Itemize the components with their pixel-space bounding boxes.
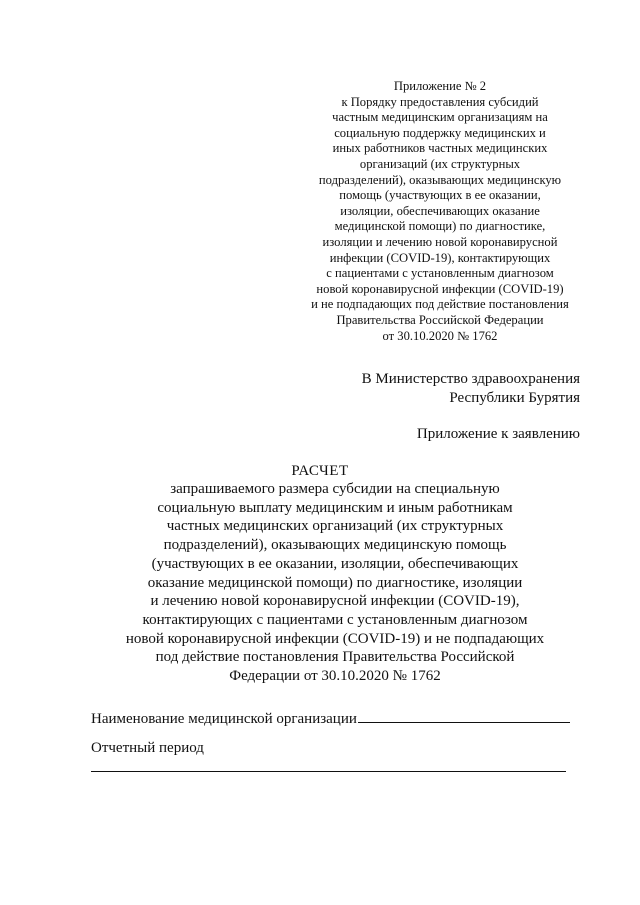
appendix-line: подразделений), оказывающих медицинскую	[318, 172, 562, 187]
appendix-line: изоляции и лечению новой коронавирусной	[322, 234, 558, 249]
subtitle-line: и лечению новой коронавирусной инфекции (COVID-19),	[150, 593, 520, 610]
appendix-line: организаций (их структурных	[359, 156, 521, 171]
organization-input-line[interactable]	[358, 708, 570, 723]
appendix-line: Правительства Российской Федерации	[336, 312, 544, 327]
subtitle-line: подразделений), оказывающих медицинскую помощь	[163, 537, 507, 554]
appendix-line: иных работников частных медицинских	[332, 141, 548, 156]
addressee-block	[362, 370, 580, 408]
appendix-line: изоляции, обеспечивающих оказание	[340, 203, 540, 218]
subtitle-line: социальную выплату медицинским и иным работникам	[157, 499, 513, 516]
subtitle-line: (участвующих в ее оказании, изоляции, обеспечивающих	[151, 555, 519, 572]
appendix-line: Приложение № 2	[393, 79, 487, 93]
organization-label: Наименование медицинской организации	[91, 711, 357, 727]
period-label: Отчетный период	[91, 740, 204, 756]
period-input-line[interactable]	[91, 771, 566, 772]
document-subtitle	[80, 480, 590, 686]
period-field	[91, 739, 204, 758]
document-title: РАСЧЕТ	[291, 463, 349, 479]
subtitle-line: оказание медицинской помощи) по диагностике, изоляции	[147, 574, 523, 591]
subtitle-line: под действие постановления Правительства Российской	[155, 649, 515, 666]
appendix-line: инфекции (COVID-19), контактирующих	[329, 250, 551, 265]
subtitle-line: контактирующих с пациентами с установленным диагнозом	[142, 611, 528, 628]
organization-field	[91, 708, 570, 729]
addressee-line-2: Республики Бурятия	[449, 390, 580, 406]
subtitle-line: новой коронавирусной инфекции (COVID-19) и не подпадающих	[125, 630, 545, 647]
appendix-line: с пациентами с установленным диагнозом	[326, 266, 554, 281]
appendix-line: помощь (участвующих в ее оказании,	[339, 188, 541, 203]
appendix-line: частным медицинским организациям на	[332, 110, 548, 125]
subtitle-line: частных медицинских организаций (их структурных	[166, 518, 504, 535]
appendix-header	[298, 79, 582, 344]
appendix-line: к Порядку предоставления субсидий	[341, 94, 539, 109]
attachment-label: Приложение к заявлению	[416, 426, 580, 442]
subtitle-line: запрашиваемого размера субсидии на специальную	[170, 481, 500, 497]
subtitle-line: Федерации от 30.10.2020 № 1762	[229, 668, 441, 685]
appendix-line: медицинской помощи) по диагностике,	[334, 219, 546, 234]
appendix-line: и не подпадающих под действие постановления	[311, 297, 569, 312]
appendix-line: от 30.10.2020 № 1762	[382, 328, 498, 343]
appendix-line: новой коронавирусной инфекции (COVID-19)	[316, 281, 564, 296]
addressee-line-1: В Министерство здравоохранения	[361, 371, 580, 387]
appendix-line: социальную поддержку медицинских и	[334, 125, 546, 140]
